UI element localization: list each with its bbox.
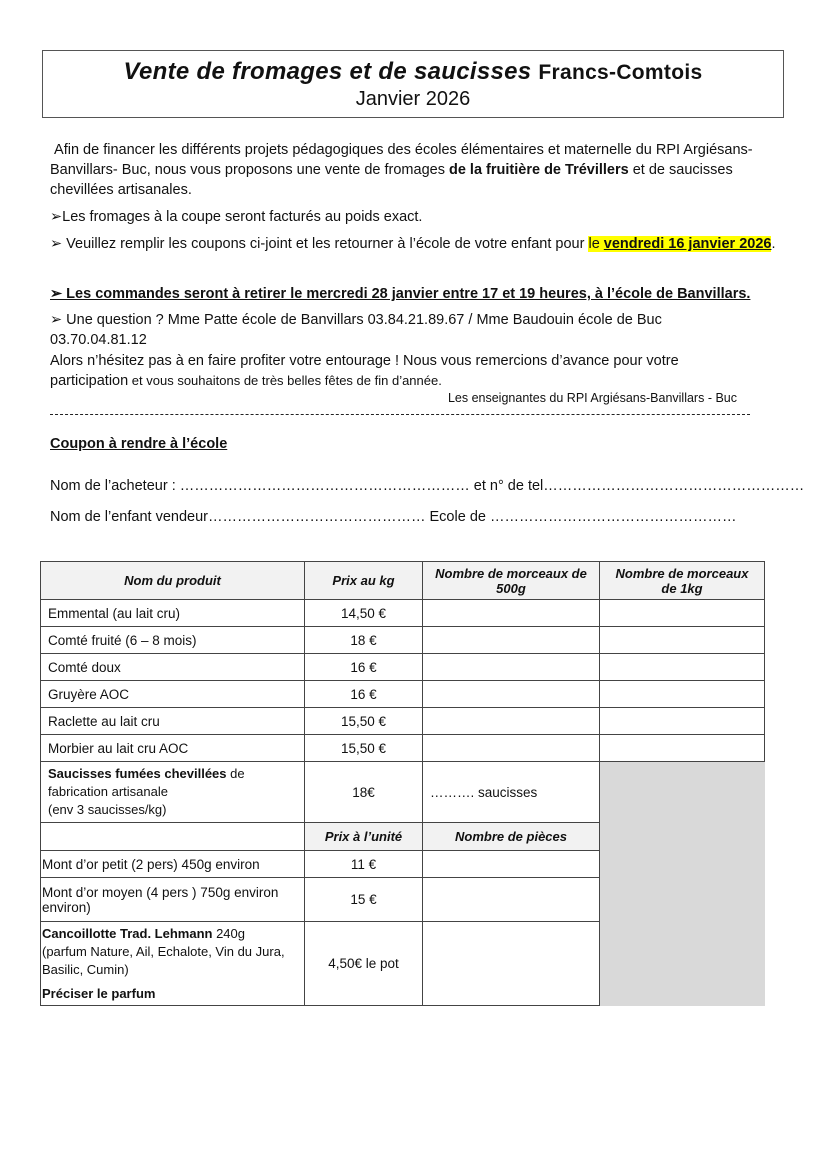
qty-1kg-cell[interactable] (600, 735, 765, 762)
product-name: Gruyère AOC (41, 681, 305, 708)
qty-pieces-cell[interactable] (423, 851, 600, 878)
header-unit-price: Prix à l’unité (305, 823, 423, 851)
qty-500g-cell[interactable] (423, 654, 600, 681)
page-title (43, 58, 783, 86)
closing-text-b: et vous souhaitons de très belles fêtes de fin d’année. (128, 373, 442, 388)
title-date: Janvier 2026 (355, 88, 471, 110)
deadline-text: ➢ Veuillez remplir les coupons ci-joint et les retourner à l’école de votre enfant pour (50, 236, 589, 252)
header-price-kg: Prix au kg (305, 562, 423, 600)
intro-text-a: Afin de financer les différents projets pédagogiques des écoles élémentaires et maternelle du RPI Argiésans- Banvillars- Buc, nous vous proposons une vente de fromages (50, 142, 753, 178)
cancoillotte-name (41, 922, 305, 1006)
table-header-row (41, 562, 765, 600)
product-price: 16 € (305, 681, 423, 708)
empty-cell (41, 823, 305, 851)
table-row (41, 878, 765, 922)
product-price: 18 € (305, 627, 423, 654)
cancoillotte-flavours: (parfum Nature, Ail, Echalote, Vin du Jura, Basilic, Cumin) (42, 943, 285, 977)
cancoillotte-name-bold: Cancoillotte Trad. Lehmann (42, 925, 213, 941)
intro-text-bold: de la fruitière de Trévillers (448, 162, 629, 178)
table-row (41, 600, 765, 627)
sausage-price: 18€ (305, 762, 423, 823)
header-500g: Nombre de morceaux de 500g (423, 562, 600, 600)
child-field[interactable]: Nom de l’enfant vendeur……………………………………… Ecole de …………………………………………… (50, 509, 737, 525)
product-name: Mont d’or petit (2 pers) 450g environ (41, 851, 305, 878)
signature: Les enseignantes du RPI Argiésans-Banvillars - Buc (447, 391, 737, 405)
qty-500g-cell[interactable] (423, 681, 600, 708)
cancoillotte-weight: 240g (212, 925, 246, 941)
product-price: 14,50 € (305, 600, 423, 627)
deadline-end: . (771, 236, 776, 252)
table-row (41, 735, 765, 762)
header-product: Nom du produit (41, 562, 305, 600)
deadline-date: vendredi 16 janvier 2026 (603, 236, 772, 252)
qty-pieces-cell[interactable] (423, 922, 600, 1006)
cancoillotte-note: Préciser le parfum (42, 985, 156, 1001)
product-name: Comté doux (41, 654, 305, 681)
header-pieces: Nombre de pièces (423, 823, 600, 851)
deadline-hl-le: le (588, 236, 604, 252)
cancoillotte-price: 4,50€ le pot (305, 922, 423, 1006)
product-name: Emmental (au lait cru) (41, 600, 305, 627)
disabled-cell (600, 823, 765, 851)
qty-1kg-cell[interactable] (600, 654, 765, 681)
sausage-name-bold: Saucisses fumées chevillées (48, 766, 227, 781)
title-main: Vente de fromages et de saucisses (123, 58, 532, 85)
qty-1kg-cell[interactable] (600, 681, 765, 708)
table-row (41, 851, 765, 878)
sausage-row (41, 762, 765, 823)
sausage-name (41, 762, 305, 823)
qty-pieces-cell[interactable] (423, 878, 600, 922)
product-name: Comté fruité (6 – 8 mois) (41, 627, 305, 654)
header-1kg: Nombre de morceaux de 1kg (600, 562, 765, 600)
intro-paragraph (50, 140, 770, 200)
table-row (41, 654, 765, 681)
cut-line (50, 414, 750, 415)
product-price: 15 € (305, 878, 423, 922)
product-price: 11 € (305, 851, 423, 878)
product-name: Mont d’or moyen (4 pers ) 750g environ environ) (41, 878, 305, 922)
qty-500g-cell[interactable] (423, 600, 600, 627)
sausage-name-rest: de fabrication artisanale (48, 766, 245, 799)
disabled-cell (600, 922, 765, 1006)
product-price: 16 € (305, 654, 423, 681)
bullet-deadline (50, 234, 780, 254)
product-name: Morbier au lait cru AOC (41, 735, 305, 762)
disabled-cell (600, 851, 765, 878)
qty-500g-cell[interactable] (423, 735, 600, 762)
buyer-field[interactable]: Nom de l’acheteur : …………………………………………………… et n° de tel……………………………………………… (50, 478, 805, 494)
product-name: Raclette au lait cru (41, 708, 305, 735)
closing-text-a: Alors n’hésitez pas à en faire profiter votre entourage ! Nous vous remercions d’avance pour votre participation (50, 353, 679, 389)
closing-paragraph (50, 351, 740, 391)
table-row (41, 708, 765, 735)
bullet-contact: ➢ Une question ? Mme Patte école de Banvillars 03.84.21.89.67 / Mme Baudouin école de Buc 03.70.04.81.12 (50, 312, 662, 348)
qty-500g-cell[interactable] (423, 708, 600, 735)
bullet-pickup: ➢ Les commandes seront à retirer le mercredi 28 janvier entre 17 et 19 heures, à l’école de Banvillars. (50, 286, 751, 302)
intro-text-b: et de saucisses chevillées artisanales. (50, 162, 733, 198)
product-price: 15,50 € (305, 708, 423, 735)
table-row (41, 681, 765, 708)
qty-1kg-cell[interactable] (600, 600, 765, 627)
sausage-name-line3: (env 3 saucisses/kg) (48, 802, 167, 817)
title-sub: Francs-Comtois (538, 61, 703, 84)
sausage-qty-field[interactable]: ………. saucisses (423, 762, 600, 823)
cancoillotte-row (41, 922, 765, 1006)
qty-1kg-cell[interactable] (600, 708, 765, 735)
qty-500g-cell[interactable] (423, 627, 600, 654)
disabled-cell (600, 762, 765, 823)
coupon-title: Coupon à rendre à l’école (50, 436, 228, 452)
unit-header-row (41, 823, 765, 851)
table-row (41, 627, 765, 654)
title-box (42, 50, 784, 118)
order-table (40, 561, 765, 1006)
product-price: 15,50 € (305, 735, 423, 762)
bullet-weight: ➢Les fromages à la coupe seront facturés au poids exact. (50, 209, 423, 225)
qty-1kg-cell[interactable] (600, 627, 765, 654)
disabled-cell (600, 878, 765, 922)
